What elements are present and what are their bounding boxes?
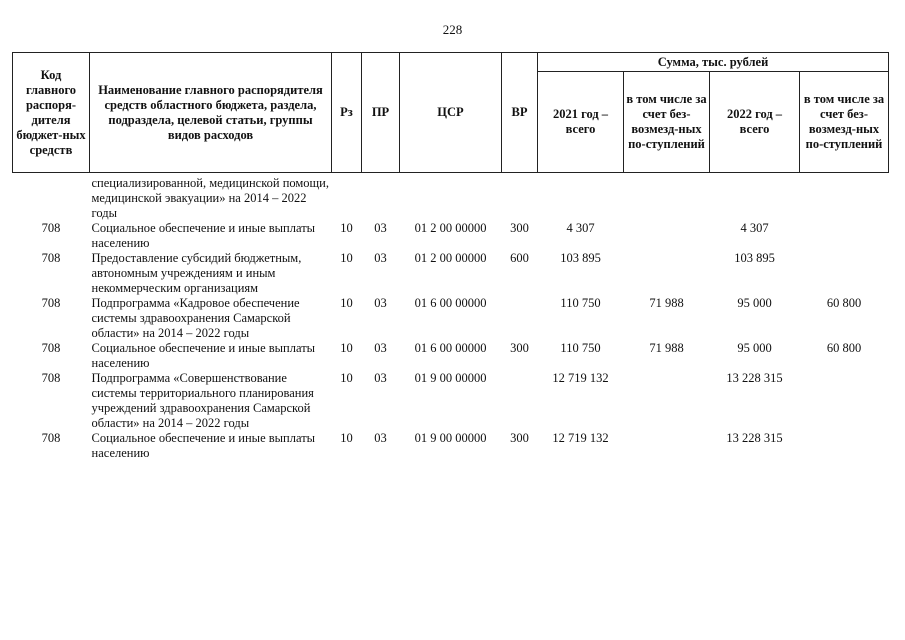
row-rz: 10: [340, 431, 353, 445]
table-row: [13, 371, 889, 431]
row-code: 708: [41, 371, 61, 385]
row-2022-total: 13 228 315: [726, 431, 783, 445]
row-2021-total: 4 307: [566, 221, 595, 235]
row-csr: 01 9 00 00000: [414, 371, 487, 385]
table-header: [13, 53, 889, 173]
row-vr: 300: [510, 431, 529, 445]
row-rz: [332, 173, 362, 222]
table-row: [13, 251, 889, 296]
row-rz: 10: [340, 221, 353, 235]
row-code: 708: [41, 251, 61, 265]
row-2022-total: 95 000: [737, 296, 772, 310]
row-2021-free: 71 988: [649, 341, 684, 355]
row-csr: 01 2 00 00000: [414, 251, 487, 265]
header-2021-free: в том числе за счет без-возмезд-ных по-ступлений: [624, 72, 710, 173]
row-pr: 03: [374, 371, 387, 385]
row-2021-total: 103 895: [560, 251, 601, 265]
row-code: 708: [41, 431, 61, 445]
row-name: специализированной, медицинской помощи, медицинской эвакуации» на 2014 – 2022 годы: [91, 176, 329, 220]
row-pr: 03: [374, 341, 387, 355]
row-2022-total: [710, 173, 800, 222]
row-2022-total: 13 228 315: [726, 371, 783, 385]
row-vr: [502, 371, 538, 431]
row-code: 708: [41, 221, 61, 235]
header-2022-free: в том числе за счет без-возмезд-ных по-ступлений: [800, 72, 889, 173]
row-rz: 10: [340, 251, 353, 265]
header-2022-total: 2022 год – всего: [710, 72, 800, 173]
row-csr: 01 6 00 00000: [414, 341, 487, 355]
table-body: [13, 173, 889, 462]
row-name: Социальное обеспечение и иные выплаты населению: [91, 431, 316, 460]
row-name: Социальное обеспечение и иные выплаты населению: [91, 341, 316, 370]
row-csr: [400, 173, 502, 222]
row-vr: [502, 296, 538, 341]
row-2021-total: [538, 173, 624, 222]
row-2022-free: [800, 221, 889, 251]
row-2021-free: [624, 173, 710, 222]
table-row: [13, 221, 889, 251]
row-pr: 03: [374, 251, 387, 265]
row-pr: [362, 173, 400, 222]
row-2021-free: 71 988: [649, 296, 684, 310]
row-code: 708: [41, 296, 61, 310]
header-code: Код главного распоря-дителя бюджет-ных средств: [13, 53, 90, 173]
row-name: Социальное обеспечение и иные выплаты населению: [91, 221, 316, 250]
row-2022-total: 4 307: [740, 221, 769, 235]
row-rz: 10: [340, 296, 353, 310]
row-2022-free: 60 800: [826, 341, 862, 355]
row-2021-total: 12 719 132: [552, 371, 609, 385]
row-pr: 03: [374, 296, 387, 310]
table-row: [13, 173, 889, 222]
row-rz: 10: [340, 341, 353, 355]
row-name: Подпрограмма «Кадровое обеспечение системы здравоохранения Самарской области» на 2014 – 2022 годы: [91, 296, 300, 340]
row-rz: 10: [340, 371, 353, 385]
row-name: Подпрограмма «Совершенствование системы территориального планирования учреждений здравоохранения Самарской области» на 2014 – 2022 годы: [91, 371, 314, 430]
row-2022-free: [800, 431, 889, 461]
row-code: [13, 173, 90, 222]
row-pr: 03: [374, 431, 387, 445]
row-2022-free: [800, 173, 889, 222]
row-2021-free: [624, 431, 710, 461]
row-vr: 600: [510, 251, 529, 265]
row-2022-free: [800, 371, 889, 431]
header-name: Наименование главного распорядителя средств областного бюджета, раздела, подраздела, целевой статьи, группы видов расходов: [90, 53, 332, 173]
row-2021-free: [624, 251, 710, 296]
header-rz: Рз: [332, 53, 362, 173]
header-vr: ВР: [502, 53, 538, 173]
header-csr: ЦСР: [400, 53, 502, 173]
header-sum: Сумма, тыс. рублей: [538, 53, 889, 72]
row-csr: 01 9 00 00000: [414, 431, 487, 445]
header-pr: ПР: [362, 53, 400, 173]
table-row: [13, 296, 889, 341]
page-number: 228: [442, 22, 463, 37]
row-csr: 01 6 00 00000: [414, 296, 487, 310]
row-2021-total: 110 750: [560, 341, 601, 355]
row-name: Предоставление субсидий бюджетным, автономным учреждениям и иным некоммерческим организациям: [91, 251, 302, 295]
row-vr: 300: [510, 341, 529, 355]
row-2021-free: [624, 371, 710, 431]
row-vr: 300: [510, 221, 529, 235]
row-2022-total: 103 895: [734, 251, 775, 265]
row-2021-total: 110 750: [560, 296, 601, 310]
table-row: [13, 431, 889, 461]
row-csr: 01 2 00 00000: [414, 221, 487, 235]
row-2022-free: [800, 251, 889, 296]
budget-table: [12, 52, 889, 461]
table-row: [13, 341, 889, 371]
row-2021-free: [624, 221, 710, 251]
header-2021-total: 2021 год – всего: [538, 72, 624, 173]
row-pr: 03: [374, 221, 387, 235]
row-2021-total: 12 719 132: [552, 431, 609, 445]
row-code: 708: [41, 341, 61, 355]
row-2022-free: 60 800: [826, 296, 862, 310]
row-2022-total: 95 000: [737, 341, 772, 355]
row-vr: [502, 173, 538, 222]
